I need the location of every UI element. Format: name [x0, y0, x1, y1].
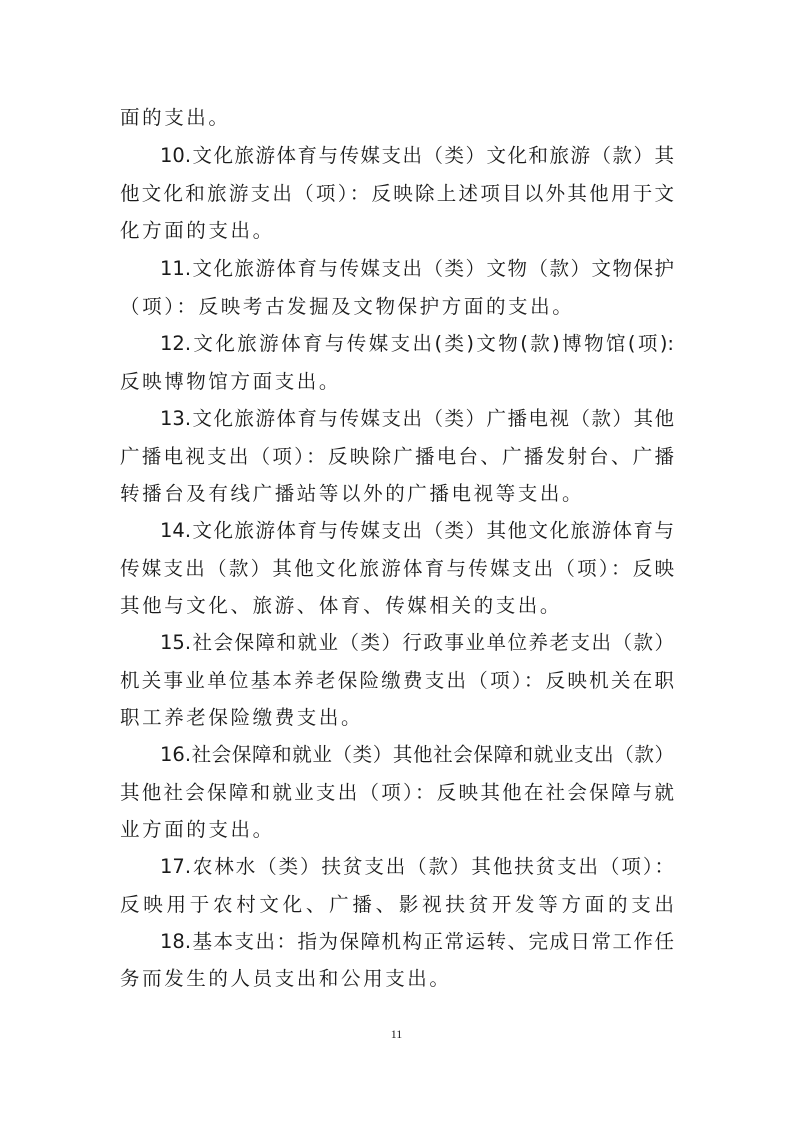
text-line: 业方面的支出。	[120, 818, 275, 841]
text-line: 机关事业单位基本养老保险缴费支出（项）：反映机关在职	[120, 669, 674, 692]
text-line: 务而发生的人员支出和公用支出。	[120, 967, 452, 990]
text-line: 他文化和旅游支出（项）：反映除上述项目以外其他用于文	[120, 182, 674, 205]
paragraph-first-line: 11.文化旅游体育与传媒支出（类）文物（款）文物保护	[160, 257, 674, 280]
text-line: （项）：反映考古发掘及文物保护方面的支出。	[120, 295, 575, 318]
text-line: 反映用于农村文化、广播、影视扶贫开发等方面的支出	[120, 893, 674, 916]
paragraph-first-line: 16.社会保障和就业（类）其他社会保障和就业支出（款）	[160, 743, 674, 766]
text-line: 职工养老保险缴费支出。	[120, 706, 364, 729]
text-line: 转播台及有线广播站等以外的广播电视等支出。	[120, 482, 585, 505]
text-line: 反映博物馆方面支出。	[120, 370, 342, 393]
text-line: 面的支出。	[120, 106, 231, 129]
paragraph-first-line: 13.文化旅游体育与传媒支出（类）广播电视（款）其他	[160, 407, 674, 430]
paragraph-first-line: 12.文化旅游体育与传媒支出(类)文物(款)博物馆(项):	[160, 332, 674, 355]
page-number: 11	[390, 1027, 403, 1041]
paragraph-first-line: 10.文化旅游体育与传媒支出（类）文化和旅游（款）其	[160, 144, 674, 167]
text-line: 广播电视支出（项）：反映除广播电台、广播发射台、广播	[120, 445, 674, 468]
paragraph-first-line: 18.基本支出：指为保障机构正常运转、完成日常工作任	[160, 930, 674, 953]
text-line: 化方面的支出。	[120, 219, 275, 242]
text-line: 其他与文化、旅游、体育、传媒相关的支出。	[120, 594, 563, 617]
text-line: 传媒支出（款）其他文化旅游体育与传媒支出（项）：反映	[120, 557, 674, 580]
paragraph-first-line: 17.农林水（类）扶贫支出（款）其他扶贫支出（项）：	[160, 855, 674, 878]
paragraph-first-line: 15.社会保障和就业（类）行政事业单位养老支出（款）	[160, 631, 674, 654]
paragraph-first-line: 14.文化旅游体育与传媒支出（类）其他文化旅游体育与	[160, 519, 674, 542]
text-line: 其他社会保障和就业支出（项）：反映其他在社会保障与就	[120, 781, 674, 804]
